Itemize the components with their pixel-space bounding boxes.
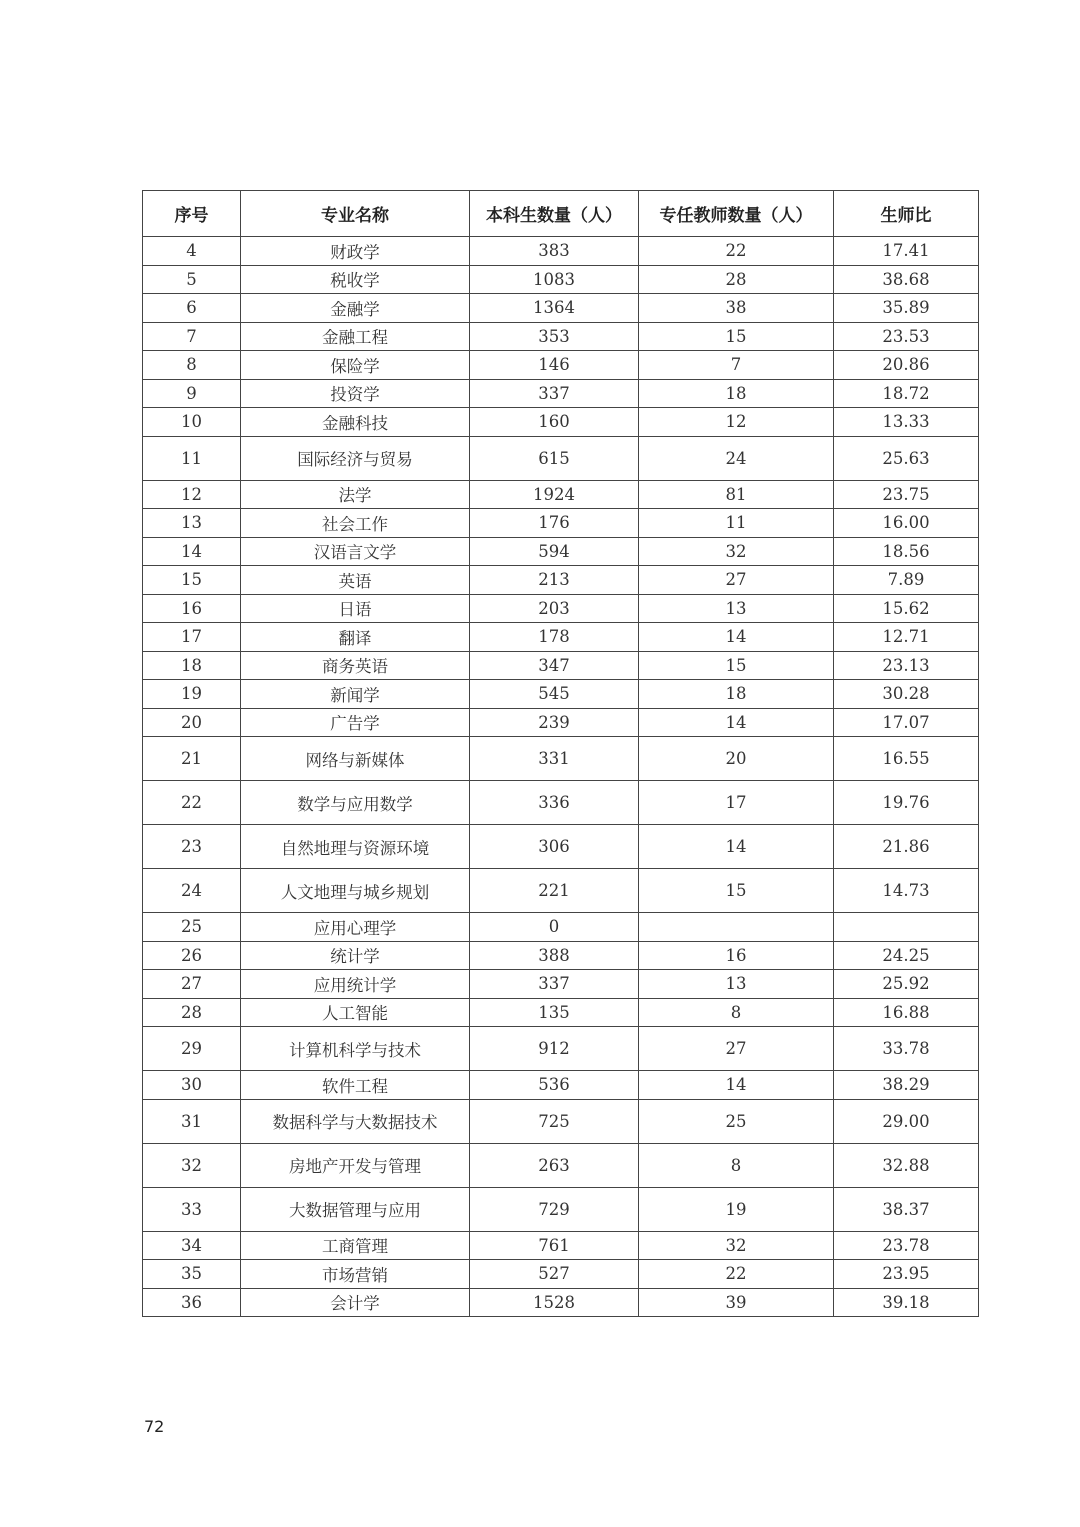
table-row [143, 651, 979, 680]
cell-undergraduate-count: 160 [470, 408, 639, 437]
cell-serial-number: 15 [143, 566, 241, 595]
cell-undergraduate-count: 1364 [470, 294, 639, 323]
cell-student-teacher-ratio: 16.55 [834, 737, 979, 781]
cell-serial-number: 7 [143, 322, 241, 351]
cell-undergraduate-count: 527 [470, 1260, 639, 1289]
cell-serial-number: 30 [143, 1071, 241, 1100]
cell-teacher-count: 22 [639, 237, 834, 266]
cell-major-name: 金融科技 [241, 408, 470, 437]
cell-student-teacher-ratio: 21.86 [834, 825, 979, 869]
cell-major-name: 大数据管理与应用 [241, 1187, 470, 1231]
table-row [143, 408, 979, 437]
header-undergraduate-count: 本科生数量（人） [470, 191, 639, 237]
cell-student-teacher-ratio: 32.88 [834, 1143, 979, 1187]
cell-student-teacher-ratio: 13.33 [834, 408, 979, 437]
cell-undergraduate-count: 331 [470, 737, 639, 781]
cell-undergraduate-count: 213 [470, 566, 639, 595]
cell-teacher-count: 39 [639, 1288, 834, 1317]
cell-serial-number: 24 [143, 869, 241, 913]
cell-teacher-count: 20 [639, 737, 834, 781]
cell-major-name: 会计学 [241, 1288, 470, 1317]
cell-undergraduate-count: 203 [470, 594, 639, 623]
cell-undergraduate-count: 594 [470, 537, 639, 566]
table-row [143, 913, 979, 942]
cell-student-teacher-ratio: 15.62 [834, 594, 979, 623]
cell-major-name: 统计学 [241, 941, 470, 970]
cell-teacher-count: 11 [639, 509, 834, 538]
cell-student-teacher-ratio: 17.07 [834, 708, 979, 737]
cell-student-teacher-ratio: 20.86 [834, 351, 979, 380]
table-row [143, 294, 979, 323]
cell-serial-number: 29 [143, 1027, 241, 1071]
cell-undergraduate-count: 146 [470, 351, 639, 380]
cell-teacher-count: 32 [639, 1231, 834, 1260]
cell-teacher-count: 32 [639, 537, 834, 566]
table-row [143, 1231, 979, 1260]
cell-undergraduate-count: 761 [470, 1231, 639, 1260]
student-teacher-ratio-table-container [142, 190, 973, 1317]
cell-major-name: 金融学 [241, 294, 470, 323]
cell-teacher-count: 13 [639, 970, 834, 999]
cell-teacher-count: 13 [639, 594, 834, 623]
cell-student-teacher-ratio: 25.92 [834, 970, 979, 999]
cell-serial-number: 21 [143, 737, 241, 781]
cell-student-teacher-ratio: 18.56 [834, 537, 979, 566]
table-row [143, 1288, 979, 1317]
cell-student-teacher-ratio: 16.88 [834, 998, 979, 1027]
cell-serial-number: 13 [143, 509, 241, 538]
cell-major-name: 金融工程 [241, 322, 470, 351]
table-row [143, 708, 979, 737]
cell-undergraduate-count: 135 [470, 998, 639, 1027]
cell-undergraduate-count: 221 [470, 869, 639, 913]
table-row [143, 1143, 979, 1187]
table-row [143, 509, 979, 538]
cell-undergraduate-count: 1083 [470, 265, 639, 294]
table-row [143, 1099, 979, 1143]
cell-serial-number: 26 [143, 941, 241, 970]
cell-major-name: 国际经济与贸易 [241, 436, 470, 480]
table-row [143, 351, 979, 380]
cell-major-name: 人工智能 [241, 998, 470, 1027]
cell-major-name: 财政学 [241, 237, 470, 266]
cell-serial-number: 10 [143, 408, 241, 437]
table-row [143, 869, 979, 913]
cell-undergraduate-count: 1924 [470, 480, 639, 509]
cell-major-name: 社会工作 [241, 509, 470, 538]
cell-student-teacher-ratio: 38.29 [834, 1071, 979, 1100]
cell-serial-number: 11 [143, 436, 241, 480]
cell-major-name: 汉语言文学 [241, 537, 470, 566]
cell-teacher-count: 27 [639, 566, 834, 595]
cell-student-teacher-ratio: 14.73 [834, 869, 979, 913]
cell-teacher-count: 15 [639, 322, 834, 351]
cell-teacher-count: 16 [639, 941, 834, 970]
cell-major-name: 计算机科学与技术 [241, 1027, 470, 1071]
table-body [143, 237, 979, 1317]
table-row [143, 1071, 979, 1100]
cell-serial-number: 20 [143, 708, 241, 737]
header-major-name: 专业名称 [241, 191, 470, 237]
cell-teacher-count: 15 [639, 651, 834, 680]
table-row [143, 941, 979, 970]
cell-serial-number: 27 [143, 970, 241, 999]
table-row [143, 1027, 979, 1071]
cell-teacher-count: 15 [639, 869, 834, 913]
cell-serial-number: 25 [143, 913, 241, 942]
cell-major-name: 软件工程 [241, 1071, 470, 1100]
cell-undergraduate-count: 0 [470, 913, 639, 942]
cell-student-teacher-ratio: 25.63 [834, 436, 979, 480]
cell-student-teacher-ratio: 33.78 [834, 1027, 979, 1071]
cell-major-name: 工商管理 [241, 1231, 470, 1260]
cell-major-name: 法学 [241, 480, 470, 509]
cell-undergraduate-count: 347 [470, 651, 639, 680]
cell-serial-number: 4 [143, 237, 241, 266]
cell-undergraduate-count: 178 [470, 623, 639, 652]
cell-student-teacher-ratio: 29.00 [834, 1099, 979, 1143]
cell-student-teacher-ratio: 12.71 [834, 623, 979, 652]
cell-serial-number: 6 [143, 294, 241, 323]
cell-serial-number: 23 [143, 825, 241, 869]
table-row [143, 825, 979, 869]
page-number: 72 [144, 1417, 165, 1436]
cell-serial-number: 16 [143, 594, 241, 623]
cell-teacher-count: 14 [639, 623, 834, 652]
cell-undergraduate-count: 239 [470, 708, 639, 737]
cell-major-name: 翻译 [241, 623, 470, 652]
cell-student-teacher-ratio: 19.76 [834, 781, 979, 825]
cell-undergraduate-count: 912 [470, 1027, 639, 1071]
table-row [143, 436, 979, 480]
table-row [143, 537, 979, 566]
cell-undergraduate-count: 615 [470, 436, 639, 480]
cell-major-name: 广告学 [241, 708, 470, 737]
cell-teacher-count: 12 [639, 408, 834, 437]
cell-major-name: 商务英语 [241, 651, 470, 680]
cell-student-teacher-ratio: 7.89 [834, 566, 979, 595]
cell-major-name: 投资学 [241, 379, 470, 408]
table-row [143, 623, 979, 652]
cell-major-name: 人文地理与城乡规划 [241, 869, 470, 913]
cell-major-name: 日语 [241, 594, 470, 623]
cell-student-teacher-ratio: 16.00 [834, 509, 979, 538]
cell-major-name: 税收学 [241, 265, 470, 294]
table-row [143, 379, 979, 408]
header-student-teacher-ratio: 生师比 [834, 191, 979, 237]
cell-teacher-count: 81 [639, 480, 834, 509]
cell-serial-number: 9 [143, 379, 241, 408]
cell-serial-number: 17 [143, 623, 241, 652]
cell-teacher-count: 8 [639, 998, 834, 1027]
cell-major-name: 数学与应用数学 [241, 781, 470, 825]
table-row [143, 1187, 979, 1231]
cell-major-name: 房地产开发与管理 [241, 1143, 470, 1187]
table-row [143, 480, 979, 509]
cell-teacher-count: 19 [639, 1187, 834, 1231]
table-row [143, 781, 979, 825]
cell-undergraduate-count: 353 [470, 322, 639, 351]
cell-serial-number: 33 [143, 1187, 241, 1231]
cell-major-name: 网络与新媒体 [241, 737, 470, 781]
table-row [143, 594, 979, 623]
cell-student-teacher-ratio: 30.28 [834, 680, 979, 709]
cell-serial-number: 18 [143, 651, 241, 680]
cell-undergraduate-count: 306 [470, 825, 639, 869]
cell-teacher-count: 14 [639, 825, 834, 869]
cell-undergraduate-count: 263 [470, 1143, 639, 1187]
table-header-row [143, 191, 979, 237]
cell-student-teacher-ratio: 35.89 [834, 294, 979, 323]
cell-undergraduate-count: 388 [470, 941, 639, 970]
cell-major-name: 市场营销 [241, 1260, 470, 1289]
cell-major-name: 应用统计学 [241, 970, 470, 999]
cell-student-teacher-ratio: 17.41 [834, 237, 979, 266]
cell-major-name: 新闻学 [241, 680, 470, 709]
cell-undergraduate-count: 176 [470, 509, 639, 538]
cell-student-teacher-ratio [834, 913, 979, 942]
header-serial-number: 序号 [143, 191, 241, 237]
cell-student-teacher-ratio: 24.25 [834, 941, 979, 970]
cell-student-teacher-ratio: 23.78 [834, 1231, 979, 1260]
cell-serial-number: 14 [143, 537, 241, 566]
cell-teacher-count: 14 [639, 708, 834, 737]
cell-teacher-count: 14 [639, 1071, 834, 1100]
cell-student-teacher-ratio: 23.95 [834, 1260, 979, 1289]
student-teacher-ratio-table [142, 190, 979, 1317]
table-header [143, 191, 979, 237]
table-row [143, 737, 979, 781]
cell-teacher-count: 18 [639, 379, 834, 408]
cell-student-teacher-ratio: 38.68 [834, 265, 979, 294]
cell-student-teacher-ratio: 39.18 [834, 1288, 979, 1317]
cell-undergraduate-count: 729 [470, 1187, 639, 1231]
cell-student-teacher-ratio: 18.72 [834, 379, 979, 408]
cell-student-teacher-ratio: 23.75 [834, 480, 979, 509]
cell-serial-number: 32 [143, 1143, 241, 1187]
cell-teacher-count [639, 913, 834, 942]
cell-student-teacher-ratio: 38.37 [834, 1187, 979, 1231]
cell-serial-number: 28 [143, 998, 241, 1027]
cell-undergraduate-count: 337 [470, 379, 639, 408]
table-row [143, 970, 979, 999]
cell-serial-number: 5 [143, 265, 241, 294]
cell-teacher-count: 24 [639, 436, 834, 480]
cell-serial-number: 36 [143, 1288, 241, 1317]
cell-undergraduate-count: 1528 [470, 1288, 639, 1317]
table-row [143, 237, 979, 266]
cell-teacher-count: 18 [639, 680, 834, 709]
cell-teacher-count: 38 [639, 294, 834, 323]
cell-major-name: 英语 [241, 566, 470, 595]
cell-teacher-count: 7 [639, 351, 834, 380]
cell-serial-number: 19 [143, 680, 241, 709]
cell-undergraduate-count: 383 [470, 237, 639, 266]
cell-undergraduate-count: 336 [470, 781, 639, 825]
cell-undergraduate-count: 536 [470, 1071, 639, 1100]
cell-major-name: 自然地理与资源环境 [241, 825, 470, 869]
cell-serial-number: 34 [143, 1231, 241, 1260]
cell-student-teacher-ratio: 23.53 [834, 322, 979, 351]
cell-undergraduate-count: 337 [470, 970, 639, 999]
cell-teacher-count: 25 [639, 1099, 834, 1143]
table-row [143, 265, 979, 294]
cell-major-name: 应用心理学 [241, 913, 470, 942]
cell-serial-number: 35 [143, 1260, 241, 1289]
cell-serial-number: 8 [143, 351, 241, 380]
table-row [143, 680, 979, 709]
header-teacher-count: 专任教师数量（人） [639, 191, 834, 237]
cell-undergraduate-count: 545 [470, 680, 639, 709]
cell-major-name: 数据科学与大数据技术 [241, 1099, 470, 1143]
cell-teacher-count: 27 [639, 1027, 834, 1071]
table-row [143, 566, 979, 595]
table-row [143, 998, 979, 1027]
cell-teacher-count: 28 [639, 265, 834, 294]
cell-serial-number: 31 [143, 1099, 241, 1143]
cell-teacher-count: 17 [639, 781, 834, 825]
table-row [143, 322, 979, 351]
cell-serial-number: 12 [143, 480, 241, 509]
cell-student-teacher-ratio: 23.13 [834, 651, 979, 680]
cell-major-name: 保险学 [241, 351, 470, 380]
cell-teacher-count: 8 [639, 1143, 834, 1187]
cell-teacher-count: 22 [639, 1260, 834, 1289]
cell-serial-number: 22 [143, 781, 241, 825]
cell-undergraduate-count: 725 [470, 1099, 639, 1143]
table-row [143, 1260, 979, 1289]
